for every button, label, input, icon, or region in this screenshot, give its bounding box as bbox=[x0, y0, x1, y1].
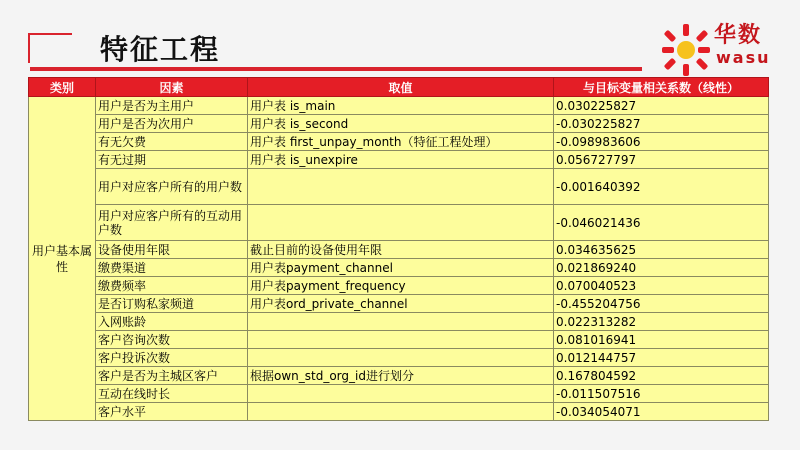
value-cell: 用户表 is_main bbox=[248, 97, 554, 115]
logo-text-cn: 华数 bbox=[714, 23, 763, 48]
table-row bbox=[29, 331, 769, 349]
table-row bbox=[29, 97, 769, 115]
header-value: 取值 bbox=[248, 78, 554, 97]
factor-cell: 是否订购私家频道 bbox=[96, 295, 248, 313]
header-factor: 因素 bbox=[96, 78, 248, 97]
value-cell bbox=[248, 331, 554, 349]
feature-table bbox=[28, 77, 769, 421]
factor-cell: 客户是否为主城区客户 bbox=[96, 367, 248, 385]
value-cell: 用户表payment_channel bbox=[248, 259, 554, 277]
coefficient-cell: 0.167804592 bbox=[554, 367, 769, 385]
coefficient-cell: -0.098983606 bbox=[554, 133, 769, 151]
feature-table-container bbox=[28, 77, 768, 421]
table-header-row bbox=[29, 78, 769, 97]
factor-cell: 用户是否为主用户 bbox=[96, 97, 248, 115]
value-cell bbox=[248, 403, 554, 421]
coefficient-cell: 0.081016941 bbox=[554, 331, 769, 349]
table-row bbox=[29, 115, 769, 133]
coefficient-cell: -0.046021436 bbox=[554, 205, 769, 241]
table-row bbox=[29, 241, 769, 259]
value-cell: 用户表 is_unexpire bbox=[248, 151, 554, 169]
value-cell: 用户表 is_second bbox=[248, 115, 554, 133]
coefficient-cell: -0.030225827 bbox=[554, 115, 769, 133]
coefficient-cell: -0.034054071 bbox=[554, 403, 769, 421]
value-cell bbox=[248, 349, 554, 367]
table-row bbox=[29, 151, 769, 169]
factor-cell: 用户对应客户所有的用户数 bbox=[96, 169, 248, 205]
value-cell bbox=[248, 313, 554, 331]
factor-cell: 入网账龄 bbox=[96, 313, 248, 331]
factor-cell: 有无过期 bbox=[96, 151, 248, 169]
table-row bbox=[29, 403, 769, 421]
table-row bbox=[29, 367, 769, 385]
coefficient-cell: -0.455204756 bbox=[554, 295, 769, 313]
factor-cell: 用户是否为次用户 bbox=[96, 115, 248, 133]
factor-cell: 客户咨询次数 bbox=[96, 331, 248, 349]
value-cell: 根据own_std_org_id进行划分 bbox=[248, 367, 554, 385]
factor-cell: 缴费频率 bbox=[96, 277, 248, 295]
corner-bracket bbox=[28, 33, 72, 63]
coefficient-cell: 0.021869240 bbox=[554, 259, 769, 277]
table-body bbox=[29, 97, 769, 421]
table-row bbox=[29, 349, 769, 367]
value-cell bbox=[248, 169, 554, 205]
factor-cell: 客户水平 bbox=[96, 403, 248, 421]
factor-cell: 设备使用年限 bbox=[96, 241, 248, 259]
table-row bbox=[29, 133, 769, 151]
coefficient-cell: -0.011507516 bbox=[554, 385, 769, 403]
factor-cell: 互动在线时长 bbox=[96, 385, 248, 403]
coefficient-cell: 0.012144757 bbox=[554, 349, 769, 367]
table-row bbox=[29, 169, 769, 205]
coefficient-cell: 0.030225827 bbox=[554, 97, 769, 115]
header-coefficient: 与目标变量相关系数（线性） bbox=[554, 78, 769, 97]
coefficient-cell: -0.001640392 bbox=[554, 169, 769, 205]
category-cell: 用户基本属性 bbox=[29, 97, 96, 421]
coefficient-cell: 0.034635625 bbox=[554, 241, 769, 259]
factor-cell: 有无欠费 bbox=[96, 133, 248, 151]
slide-title: 特征工程 bbox=[100, 33, 221, 66]
bracket-horizontal bbox=[28, 33, 72, 35]
table-row bbox=[29, 205, 769, 241]
value-cell: 用户表ord_private_channel bbox=[248, 295, 554, 313]
table-row bbox=[29, 313, 769, 331]
factor-cell: 缴费渠道 bbox=[96, 259, 248, 277]
bracket-vertical bbox=[28, 33, 30, 63]
factor-cell: 用户对应客户所有的互动用户数 bbox=[96, 205, 248, 241]
value-cell bbox=[248, 385, 554, 403]
value-cell: 截止目前的设备使用年限 bbox=[248, 241, 554, 259]
title-underline bbox=[30, 67, 642, 71]
sun-logo-icon bbox=[662, 20, 718, 80]
coefficient-cell: 0.056727797 bbox=[554, 151, 769, 169]
table-row bbox=[29, 277, 769, 295]
factor-cell: 客户投诉次数 bbox=[96, 349, 248, 367]
value-cell bbox=[248, 205, 554, 241]
logo-text-en: wasu bbox=[716, 48, 771, 67]
coefficient-cell: 0.022313282 bbox=[554, 313, 769, 331]
coefficient-cell: 0.070040523 bbox=[554, 277, 769, 295]
header-category: 类别 bbox=[29, 78, 96, 97]
table-row bbox=[29, 259, 769, 277]
value-cell: 用户表 first_unpay_month（特征工程处理） bbox=[248, 133, 554, 151]
wasu-logo bbox=[662, 18, 782, 78]
table-row bbox=[29, 385, 769, 403]
table-row bbox=[29, 295, 769, 313]
value-cell: 用户表payment_frequency bbox=[248, 277, 554, 295]
